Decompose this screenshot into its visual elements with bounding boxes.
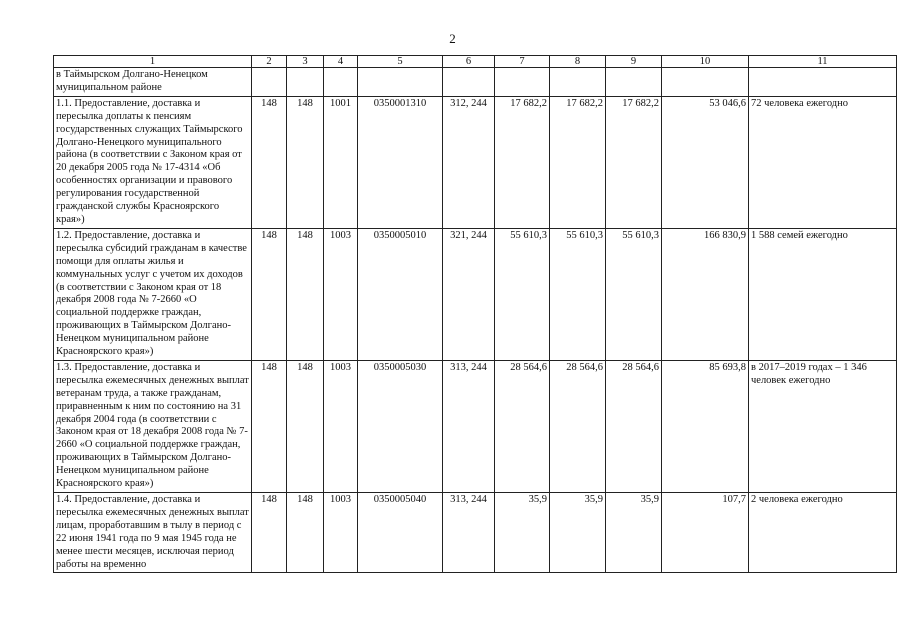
- cell-col10: 53 046,6: [662, 96, 749, 228]
- cell-col11: 72 человека ежегодно: [749, 96, 897, 228]
- row-description: в Таймырском Долгано-Ненецком муниципальном районе: [54, 68, 252, 97]
- cell-col6: 321, 244: [443, 228, 495, 360]
- cell-col5: [358, 68, 443, 97]
- header-cell-6: 6: [443, 56, 495, 68]
- cell-col6: 313, 244: [443, 493, 495, 573]
- cell-col4: 1003: [324, 228, 358, 360]
- table-row: [54, 493, 897, 573]
- cell-col8: 55 610,3: [550, 228, 606, 360]
- cell-col10: [662, 68, 749, 97]
- cell-col6: 313, 244: [443, 360, 495, 492]
- cell-col7: 28 564,6: [495, 360, 550, 492]
- header-cell-2: 2: [252, 56, 287, 68]
- table-row: [54, 360, 897, 492]
- header-cell-7: 7: [495, 56, 550, 68]
- header-cell-1: 1: [54, 56, 252, 68]
- cell-col5: 0350005040: [358, 493, 443, 573]
- cell-col8: [550, 68, 606, 97]
- header-cell-10: 10: [662, 56, 749, 68]
- cell-col3: 148: [287, 228, 324, 360]
- header-cell-11: 11: [749, 56, 897, 68]
- cell-col11: 1 588 семей ежегодно: [749, 228, 897, 360]
- cell-col3: 148: [287, 360, 324, 492]
- row-description: 1.1. Предоставление, доставка и пересылка доплаты к пенсиям государственных служащих Таймырского Долгано-Ненецкого муниципального района (в соответствии с Законом края от 20 декабря 2005 года № 17-4314 «Об особенностях организации и правового регулирования государственной гражданской службы Красноярского края»): [54, 96, 252, 228]
- cell-col8: 17 682,2: [550, 96, 606, 228]
- cell-col4: 1003: [324, 493, 358, 573]
- cell-col4: [324, 68, 358, 97]
- cell-col10: 107,7: [662, 493, 749, 573]
- cell-col2: [252, 68, 287, 97]
- table-row: [54, 68, 897, 97]
- cell-col11: [749, 68, 897, 97]
- cell-col10: 85 693,8: [662, 360, 749, 492]
- cell-col4: 1001: [324, 96, 358, 228]
- cell-col8: 28 564,6: [550, 360, 606, 492]
- cell-col9: 28 564,6: [606, 360, 662, 492]
- header-row: [54, 56, 897, 68]
- cell-col2: 148: [252, 228, 287, 360]
- cell-col7: 55 610,3: [495, 228, 550, 360]
- cell-col3: [287, 68, 324, 97]
- cell-col6: [443, 68, 495, 97]
- cell-col9: 55 610,3: [606, 228, 662, 360]
- row-description: 1.2. Предоставление, доставка и пересылка субсидий гражданам в качестве помощи для оплаты жилья и коммунальных услуг с учетом их доходов (в соответствии с Законом края от 18 декабря 2008 года № 7-2660 «О социальной поддержке граждан, проживающих в Таймырском Долгано-Ненецком муниципальном районе Красноярского края»): [54, 228, 252, 360]
- row-description: 1.4. Предоставление, доставка и пересылка ежемесячных денежных выплат лицам, проработавшим в тылу в период с 22 июня 1941 года по 9 мая 1945 года не менее шести месяцев, исключая период работы на временно: [54, 493, 252, 573]
- cell-col9: 35,9: [606, 493, 662, 573]
- header-cell-5: 5: [358, 56, 443, 68]
- cell-col9: [606, 68, 662, 97]
- cell-col5: 0350005010: [358, 228, 443, 360]
- cell-col2: 148: [252, 360, 287, 492]
- cell-col7: 17 682,2: [495, 96, 550, 228]
- cell-col3: 148: [287, 493, 324, 573]
- cell-col7: [495, 68, 550, 97]
- table-row: [54, 96, 897, 228]
- cell-col11: в 2017–2019 годах – 1 346 человек ежегодно: [749, 360, 897, 492]
- cell-col7: 35,9: [495, 493, 550, 573]
- cell-col10: 166 830,9: [662, 228, 749, 360]
- cell-col5: 0350001310: [358, 96, 443, 228]
- header-cell-3: 3: [287, 56, 324, 68]
- header-cell-4: 4: [324, 56, 358, 68]
- header-cell-9: 9: [606, 56, 662, 68]
- cell-col9: 17 682,2: [606, 96, 662, 228]
- cell-col3: 148: [287, 96, 324, 228]
- cell-col2: 148: [252, 493, 287, 573]
- cell-col4: 1003: [324, 360, 358, 492]
- header-cell-8: 8: [550, 56, 606, 68]
- page-number: 2: [449, 31, 456, 46]
- budget-table: [53, 55, 897, 573]
- cell-col11: 2 человека ежегодно: [749, 493, 897, 573]
- table-row: [54, 228, 897, 360]
- row-description: 1.3. Предоставление, доставка и пересылка ежемесячных денежных выплат ветеранам труда, а также гражданам, приравненным к ним по состоянию на 31 декабря 2004 года (в соответствии с Законом края от 18 декабря 2008 года № 7-2660 «О социальной поддержке граждан, проживающих в Таймырском Долгано-Ненецком муниципальном районе Красноярского края»): [54, 360, 252, 492]
- cell-col6: 312, 244: [443, 96, 495, 228]
- cell-col8: 35,9: [550, 493, 606, 573]
- cell-col5: 0350005030: [358, 360, 443, 492]
- cell-col2: 148: [252, 96, 287, 228]
